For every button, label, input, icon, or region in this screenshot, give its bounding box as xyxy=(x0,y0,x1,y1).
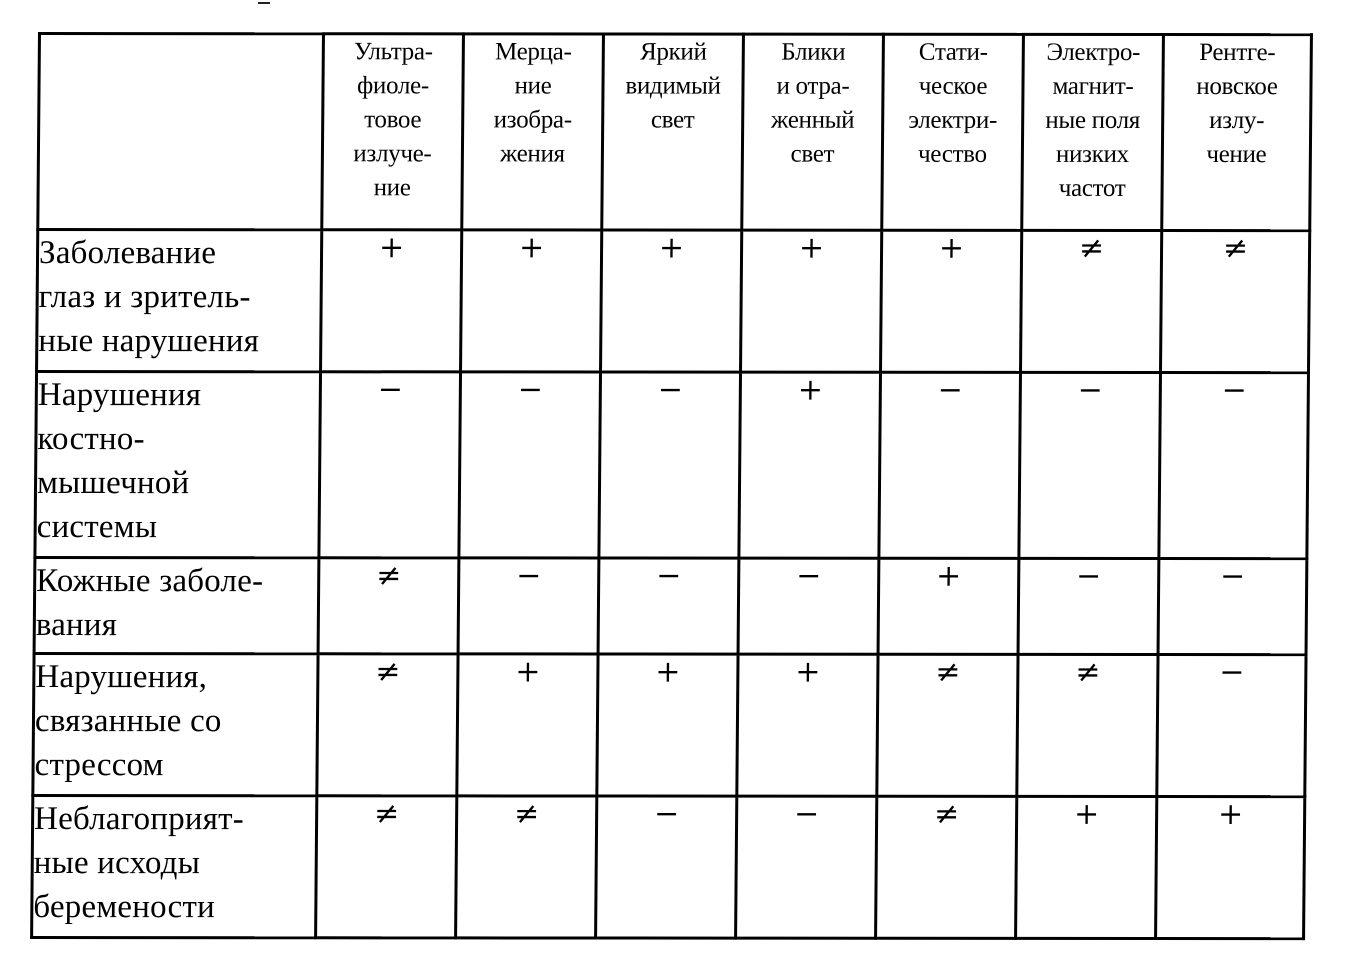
table-cell: + xyxy=(737,654,878,796)
column-header-static: Стати- ческое электри- чество xyxy=(882,34,1024,230)
table-cell: − xyxy=(459,372,601,558)
table-cell: − xyxy=(599,372,741,558)
table-row xyxy=(37,230,1310,373)
column-header-xray: Рентге- новское излу- чение xyxy=(1162,34,1312,230)
table-cell: ≠ xyxy=(1017,654,1158,796)
table-cell: − xyxy=(738,558,879,654)
table-cell: + xyxy=(1156,797,1305,939)
row-header-stress: Нарушения, связанные со стрессом xyxy=(33,654,318,796)
table-cell: + xyxy=(739,372,881,558)
header-row xyxy=(38,34,1312,231)
table-cell: − xyxy=(598,558,739,654)
column-header-bright-light: Яркий видимый свет xyxy=(602,34,744,230)
table-cell: + xyxy=(457,654,598,796)
table-cell: − xyxy=(1019,372,1161,558)
scan-mark xyxy=(258,2,270,4)
table-cell: − xyxy=(879,372,1021,558)
row-header-eye: Заболевание глаз и зритель- ные нарушения xyxy=(37,230,322,372)
table-cell: + xyxy=(881,230,1022,372)
row-header-pregnancy: Неблагоприят- ные исходы беремености xyxy=(32,796,317,938)
hazard-table xyxy=(30,32,1313,940)
table-cell: + xyxy=(1016,796,1157,938)
table-cell: − xyxy=(319,372,461,558)
table-cell: − xyxy=(1159,372,1309,558)
table-cell: − xyxy=(1158,558,1307,654)
table-row xyxy=(32,796,1305,939)
table-cell: ≠ xyxy=(317,654,458,796)
table-cell: − xyxy=(596,796,737,938)
column-header-ultraviolet: Ультра- фиоле- товое излуче- ние xyxy=(322,34,464,230)
table-cell: − xyxy=(1018,558,1159,654)
column-header-flicker: Мерца- ние изобра- жения xyxy=(462,34,604,230)
column-header-emf: Электро- магнит- ные поля низких частот xyxy=(1022,34,1164,230)
table-row xyxy=(33,654,1306,797)
table-cell: ≠ xyxy=(456,796,597,938)
table-cell: ≠ xyxy=(318,558,459,654)
table-cell: + xyxy=(878,558,1019,654)
table-cell: ≠ xyxy=(316,796,457,938)
table-cell: + xyxy=(461,230,602,372)
table-cell: + xyxy=(321,230,462,372)
table-cell: ≠ xyxy=(877,654,1018,796)
column-header-glare: Блики и отра- женный свет xyxy=(742,34,884,230)
table-cell: + xyxy=(597,654,738,796)
table-cell: ≠ xyxy=(876,796,1017,938)
table-cell: − xyxy=(458,558,599,654)
table-row xyxy=(35,372,1309,559)
table-cell: − xyxy=(1157,655,1306,797)
table-cell: − xyxy=(736,796,877,938)
corner-cell xyxy=(38,34,324,230)
table-cell: + xyxy=(601,230,742,372)
row-header-musculoskeletal: Нарушения костно- мышечной системы xyxy=(35,372,321,558)
table-cell: ≠ xyxy=(1020,230,1161,372)
table-cell: ≠ xyxy=(1160,230,1309,372)
table-cell: + xyxy=(741,230,882,372)
table-row xyxy=(34,558,1307,655)
row-header-skin: Кожные заболе- вания xyxy=(34,558,319,654)
